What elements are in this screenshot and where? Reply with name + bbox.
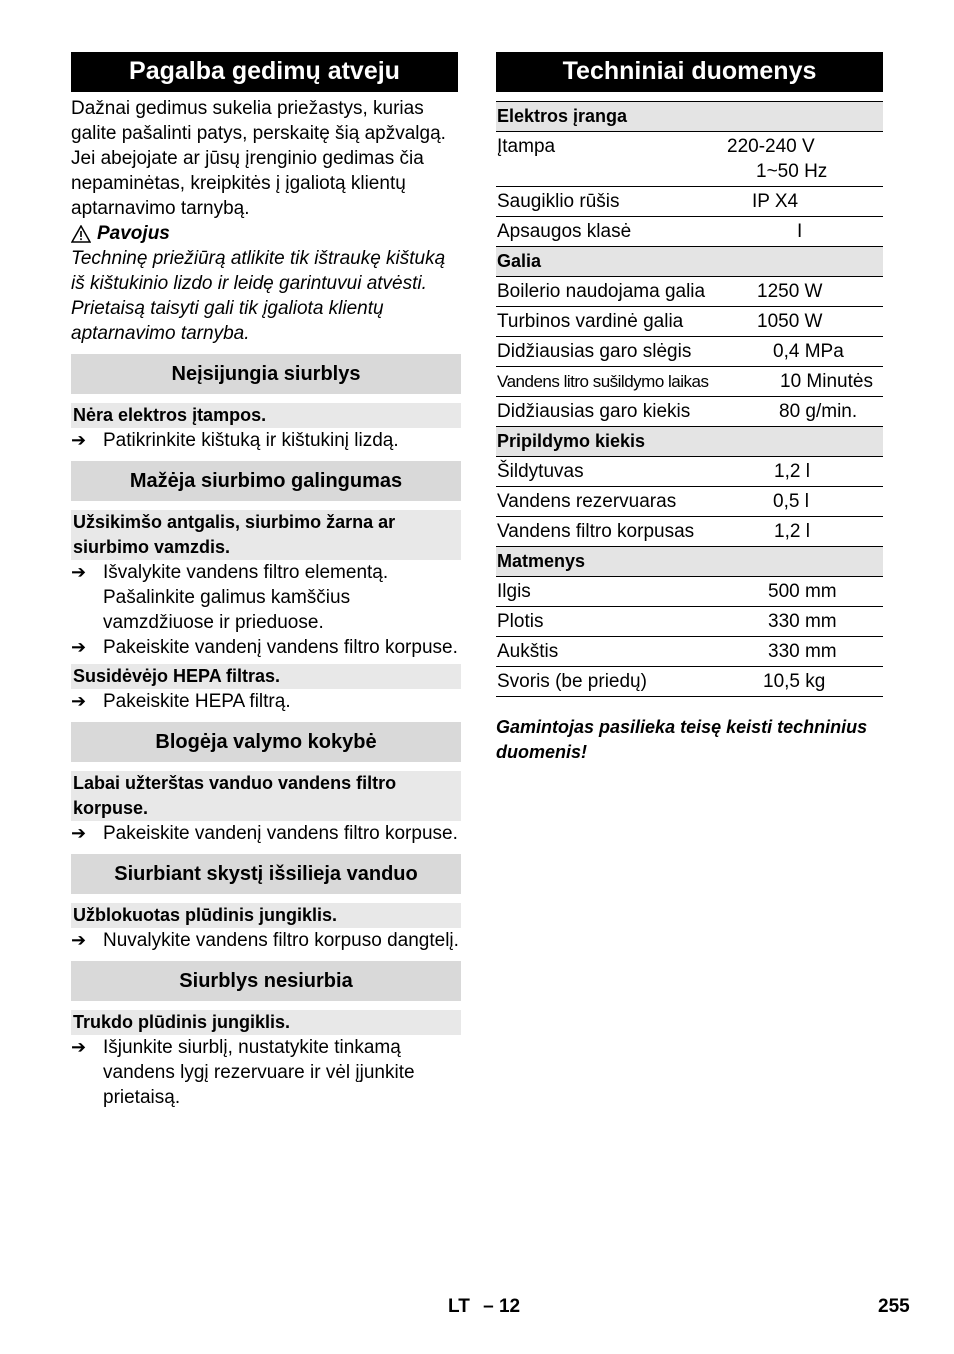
row-value: 10,5 kg — [722, 667, 883, 697]
table-group-row — [496, 547, 883, 577]
row-key: Vandens filtro korpusas — [496, 517, 722, 547]
row-key: Saugiklio rūšis — [496, 187, 722, 217]
page-number: 255 — [878, 1296, 910, 1317]
row-value: 1,2 l — [722, 457, 883, 487]
section-cleaning-quality: Blogėja valymo kokybė — [71, 722, 461, 762]
section-suction-power: Mažėja siurbimo galingumas — [71, 461, 461, 501]
table-row — [496, 517, 883, 547]
list-item-text: Patikrinkite kištuką ir kištukinį lizdą. — [103, 430, 399, 451]
row-value: 1050 W — [722, 307, 883, 337]
cause-float-blocked: Užblokuotas plūdinis jungiklis. — [71, 903, 461, 928]
footer-lang: LT — [448, 1296, 470, 1317]
table-row — [496, 637, 883, 667]
warning-heading — [71, 221, 461, 246]
row-key: Vandens rezervuaras — [496, 487, 722, 517]
list-item-text: Pakeiskite HEPA filtrą. — [103, 691, 291, 712]
list-item-text: Išvalykite vandens filtro elementą. Pašalinkite galimus kamščius vamzdžiuose ir prieduose. — [103, 562, 389, 633]
warning-text-2: Prietaisą taisyti gali tik įgaliota klientų aptarnavimo tarnyba. — [71, 298, 384, 344]
table-row — [496, 307, 883, 337]
warning-label: Pavojus — [97, 223, 170, 244]
section-no-suction: Siurblys nesiurbia — [71, 961, 461, 1001]
footer-local-page — [448, 1296, 520, 1318]
row-key: Apsaugos klasė — [496, 217, 722, 247]
table-row — [496, 667, 883, 697]
table-group-row — [496, 247, 883, 277]
arrow-right-icon: ➔ — [71, 430, 87, 450]
group-electrical: Elektros įranga — [496, 102, 883, 132]
troubleshooting-title: Pagalba gedimų atveju — [71, 52, 458, 92]
row-value: 330 mm — [722, 607, 883, 637]
list-item-text: Nuvalykite vandens filtro korpuso dangtelį. — [103, 930, 459, 951]
cause-hepa-worn: Susidėvėjo HEPA filtras. — [71, 664, 461, 689]
cause-clogged: Užsikimšo antgalis, siurbimo žarna ar siurbimo vamzdis. — [71, 510, 461, 560]
row-key: Didžiausias garo slėgis — [496, 337, 722, 367]
table-row — [496, 457, 883, 487]
cause-float-hinders: Trukdo plūdinis jungiklis. — [71, 1010, 461, 1035]
table-row — [496, 132, 883, 187]
arrow-right-icon: ➔ — [71, 562, 87, 582]
row-value: 1,2 l — [722, 517, 883, 547]
row-value: 0,5 l — [722, 487, 883, 517]
disclaimer-note: Gamintojas pasilieka teisę keisti techninius duomenis! — [496, 717, 868, 762]
list-item — [71, 560, 461, 635]
section-water-leak: Siurbiant skystį išsilieja vanduo — [71, 854, 461, 894]
group-fill-quantity: Pripildymo kiekis — [496, 427, 883, 457]
group-dimensions: Matmenys — [496, 547, 883, 577]
row-key: Ilgis — [496, 577, 722, 607]
list-item — [71, 635, 461, 660]
list-item-text: Pakeiskite vandenį vandens filtro korpuse. — [103, 637, 458, 658]
list-item — [71, 1035, 461, 1110]
troubleshooting-column — [71, 52, 461, 1110]
intro-text: Dažnai gedimus sukelia priežastys, kurias galite pašalinti patys, perskaitę šią apžvalgą. Jei abejojate ar jūsų įrenginio gedimas čia nepaminėtas, kreipkitės į įgaliotą klientų aptarnavimo tarnybą. — [71, 98, 446, 219]
table-row — [496, 397, 883, 427]
arrow-right-icon: ➔ — [71, 637, 87, 657]
row-value: 0,4 MPa — [722, 337, 883, 367]
row-key: Didžiausias garo kiekis — [496, 397, 722, 427]
row-key: Šildytuvas — [496, 457, 722, 487]
row-value: IP X4 — [722, 187, 883, 217]
row-value: 500 mm — [722, 577, 883, 607]
table-row — [496, 607, 883, 637]
row-key: Plotis — [496, 607, 722, 637]
list-item-text: Pakeiskite vandenį vandens filtro korpuse. — [103, 823, 458, 844]
table-row — [496, 577, 883, 607]
row-key: Aukštis — [496, 637, 722, 667]
list-item — [71, 689, 461, 714]
table-row — [496, 487, 883, 517]
arrow-right-icon: ➔ — [71, 1037, 87, 1057]
tech-data-column — [496, 52, 883, 765]
row-value: 330 mm — [722, 637, 883, 667]
table-row — [496, 277, 883, 307]
table-group-row — [496, 102, 883, 132]
table-row — [496, 337, 883, 367]
list-item — [71, 821, 461, 846]
arrow-right-icon: ➔ — [71, 691, 87, 711]
cause-no-voltage: Nėra elektros įtampos. — [71, 403, 461, 428]
row-key: Boilerio naudojama galia — [496, 277, 722, 307]
row-value: 220-240 V 1~50 Hz — [722, 132, 883, 187]
tech-data-title: Techniniai duomenys — [496, 52, 883, 92]
list-item-text: Išjunkite siurblį, nustatykite tinkamą vandens lygį rezervuare ir vėl įjunkite prietaisą. — [103, 1037, 415, 1108]
footer-dash: – — [483, 1296, 494, 1317]
warning-text-1: Techninę priežiūrą atlikite tik ištraukę kištuką iš kištukinio lizdo ir leidę garintuvui atvėsti. — [71, 248, 446, 294]
list-item — [71, 928, 461, 953]
list-item — [71, 428, 461, 453]
row-value: 10 Minutės — [722, 367, 883, 397]
cause-dirty-water: Labai užterštas vanduo vandens filtro korpuse. — [71, 771, 461, 821]
table-row — [496, 187, 883, 217]
warning-triangle-icon — [71, 225, 91, 243]
row-value: 1250 W — [722, 277, 883, 307]
row-key: Vandens litro sušildymo laikas — [496, 367, 722, 397]
row-key: Turbinos vardinė galia — [496, 307, 722, 337]
section-pump-not-start: Neįsijungia siurblys — [71, 354, 461, 394]
table-group-row — [496, 427, 883, 457]
footer-local-number: 12 — [498, 1296, 521, 1317]
group-power: Galia — [496, 247, 883, 277]
row-key: Įtampa — [496, 132, 722, 187]
row-value: 80 g/min. — [722, 397, 883, 427]
table-row — [496, 217, 883, 247]
table-row — [496, 367, 883, 397]
row-key: Svoris (be priedų) — [496, 667, 722, 697]
tech-data-table — [496, 101, 883, 697]
row-value: I — [722, 217, 883, 247]
arrow-right-icon: ➔ — [71, 823, 87, 843]
arrow-right-icon: ➔ — [71, 930, 87, 950]
